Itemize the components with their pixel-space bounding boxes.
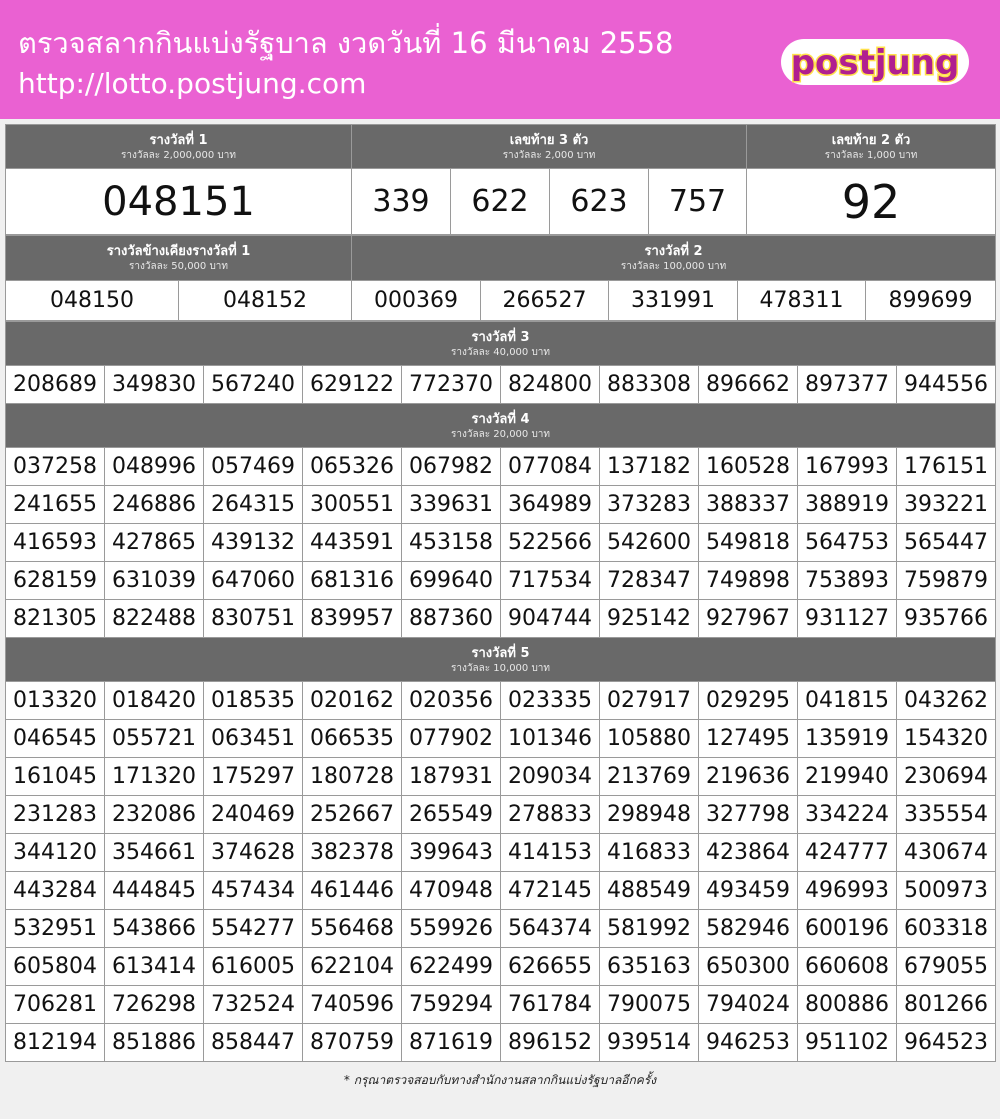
fifth-prize-number: 344120 — [6, 834, 105, 872]
fifth-prize-number: 732524 — [204, 986, 303, 1024]
fifth-prize-number: 532951 — [6, 910, 105, 948]
fifth-prize-number: 027917 — [600, 682, 699, 720]
fifth-prize-number: 457434 — [204, 872, 303, 910]
fifth-prize-number: 946253 — [699, 1024, 798, 1062]
fifth-prize-header: รางวัลที่ 5 รางวัลละ 10,000 บาท — [6, 638, 996, 682]
table-row — [6, 948, 996, 986]
fifth-prize-number: 616005 — [204, 948, 303, 986]
fifth-prize-number: 213769 — [600, 758, 699, 796]
fifth-prize-number: 759294 — [402, 986, 501, 1024]
fourth-prize-number: 565447 — [897, 524, 996, 562]
fourth-prize-number: 388337 — [699, 486, 798, 524]
fourth-prize-number: 048996 — [105, 448, 204, 486]
table-row — [6, 796, 996, 834]
fifth-prize-number: 334224 — [798, 796, 897, 834]
fourth-prize-header: รางวัลที่ 4 รางวัลละ 20,000 บาท — [6, 404, 996, 448]
table-row — [6, 910, 996, 948]
fifth-prize-number: 964523 — [897, 1024, 996, 1062]
fourth-prize-number: 388919 — [798, 486, 897, 524]
fifth-prize-number: 740596 — [303, 986, 402, 1024]
fifth-prize-number: 416833 — [600, 834, 699, 872]
page-title: ตรวจสลากกินแบ่งรัฐบาล งวดวันที่ 16 มีนาคม 2558 — [18, 26, 674, 60]
fourth-prize-number: 681316 — [303, 562, 402, 600]
fifth-prize-number: 327798 — [699, 796, 798, 834]
fourth-prize-number: 628159 — [6, 562, 105, 600]
fifth-prize-number: 209034 — [501, 758, 600, 796]
fourth-prize-number: 753893 — [798, 562, 897, 600]
fourth-prize-number: 439132 — [204, 524, 303, 562]
fifth-prize-number: 252667 — [303, 796, 402, 834]
last3-number: 757 — [649, 169, 747, 235]
fifth-prize-number: 374628 — [204, 834, 303, 872]
fifth-prize-number: 564374 — [501, 910, 600, 948]
fifth-prize-number: 101346 — [501, 720, 600, 758]
fifth-prize-number: 660608 — [798, 948, 897, 986]
table-row — [6, 834, 996, 872]
last3-number: 623 — [550, 169, 649, 235]
fifth-prize-number: 219940 — [798, 758, 897, 796]
svg-text:postjung: postjung — [790, 43, 960, 83]
fourth-prize-number: 759879 — [897, 562, 996, 600]
near-first-header: รางวัลข้างเคียงรางวัลที่ 1 รางวัลละ 50,000 บาท — [6, 236, 352, 281]
table-row — [6, 448, 996, 486]
fourth-prize-number: 037258 — [6, 448, 105, 486]
last2-number: 92 — [747, 169, 996, 235]
fourth-prize-number: 246886 — [105, 486, 204, 524]
table-row — [6, 486, 996, 524]
fifth-prize-number: 335554 — [897, 796, 996, 834]
fourth-prize-number: 522566 — [501, 524, 600, 562]
fourth-prize-number: 373283 — [600, 486, 699, 524]
fifth-prize-number: 635163 — [600, 948, 699, 986]
fourth-prize-number: 822488 — [105, 600, 204, 638]
third-prize-number: 772370 — [402, 366, 501, 404]
fourth-prize-number: 427865 — [105, 524, 204, 562]
fifth-prize-number: 679055 — [897, 948, 996, 986]
fifth-prize-number: 018535 — [204, 682, 303, 720]
footnote: * กรุณาตรวจสอบกับทางสำนักงานสลากกินแบ่งรัฐบาลอีกครั้ง — [343, 1073, 657, 1087]
fifth-prize-number: 430674 — [897, 834, 996, 872]
fifth-prize-number: 354661 — [105, 834, 204, 872]
fourth-prize-number: 393221 — [897, 486, 996, 524]
fifth-prize-number: 801266 — [897, 986, 996, 1024]
fourth-prize-number: 339631 — [402, 486, 501, 524]
fourth-prize-number: 057469 — [204, 448, 303, 486]
fifth-prize-number: 231283 — [6, 796, 105, 834]
fourth-prize-number: 137182 — [600, 448, 699, 486]
table-row — [6, 562, 996, 600]
fifth-prize-number: 554277 — [204, 910, 303, 948]
fifth-prize-number: 230694 — [897, 758, 996, 796]
fifth-prize-number: 543866 — [105, 910, 204, 948]
fifth-prize-number: 812194 — [6, 1024, 105, 1062]
fifth-prize-number: 794024 — [699, 986, 798, 1024]
third-prize-number: 567240 — [204, 366, 303, 404]
table-row — [6, 600, 996, 638]
fourth-prize-number: 542600 — [600, 524, 699, 562]
fifth-prize-number: 470948 — [402, 872, 501, 910]
fourth-prize-number: 549818 — [699, 524, 798, 562]
fourth-prize-number: 887360 — [402, 600, 501, 638]
fifth-prize-number: 018420 — [105, 682, 204, 720]
fifth-prize-number: 896152 — [501, 1024, 600, 1062]
fourth-prize-number: 416593 — [6, 524, 105, 562]
fifth-prize-number: 871619 — [402, 1024, 501, 1062]
third-prize-number: 208689 — [6, 366, 105, 404]
fifth-prize-number: 029295 — [699, 682, 798, 720]
fifth-prize-number: 496993 — [798, 872, 897, 910]
fifth-prize-number: 043262 — [897, 682, 996, 720]
fifth-prize-number: 161045 — [6, 758, 105, 796]
fifth-prize-number: 020162 — [303, 682, 402, 720]
fifth-prize-number: 650300 — [699, 948, 798, 986]
fourth-prize-number: 647060 — [204, 562, 303, 600]
fourth-prize-number: 931127 — [798, 600, 897, 638]
fifth-prize-number: 500973 — [897, 872, 996, 910]
fifth-prize-number: 461446 — [303, 872, 402, 910]
fifth-prize-number: 180728 — [303, 758, 402, 796]
fourth-prize-number: 935766 — [897, 600, 996, 638]
fifth-prize-number: 020356 — [402, 682, 501, 720]
top-prizes-table — [5, 124, 996, 235]
last2-header: เลขท้าย 2 ตัว รางวัลละ 1,000 บาท — [747, 125, 996, 169]
fourth-prize-number: 443591 — [303, 524, 402, 562]
fifth-prize-number: 063451 — [204, 720, 303, 758]
lottery-results-board — [5, 124, 995, 1062]
second-prize-number: 331991 — [609, 281, 738, 321]
third-prize-number: 629122 — [303, 366, 402, 404]
fifth-prize-number: 219636 — [699, 758, 798, 796]
fifth-prize-number: 951102 — [798, 1024, 897, 1062]
fifth-prize-number: 939514 — [600, 1024, 699, 1062]
third-prize-header: รางวัลที่ 3 รางวัลละ 40,000 บาท — [6, 322, 996, 366]
table-row — [6, 524, 996, 562]
fifth-prize-number: 726298 — [105, 986, 204, 1024]
table-row — [6, 682, 996, 720]
fifth-prize-number: 175297 — [204, 758, 303, 796]
third-prize-number: 896662 — [699, 366, 798, 404]
fourth-prize-number: 717534 — [501, 562, 600, 600]
fourth-prize-number: 927967 — [699, 600, 798, 638]
fourth-prize-number: 241655 — [6, 486, 105, 524]
fifth-prize-number: 581992 — [600, 910, 699, 948]
fifth-prize-number: 613414 — [105, 948, 204, 986]
fifth-prize-number: 055721 — [105, 720, 204, 758]
site-url[interactable]: http://lotto.postjung.com — [18, 67, 367, 100]
fourth-prize-number: 160528 — [699, 448, 798, 486]
fifth-prize-number: 603318 — [897, 910, 996, 948]
fourth-prize-number: 728347 — [600, 562, 699, 600]
fourth-prize-number: 925142 — [600, 600, 699, 638]
table-row — [6, 758, 996, 796]
fifth-prize-number: 135919 — [798, 720, 897, 758]
table-row — [6, 986, 996, 1024]
fifth-prize-number: 023335 — [501, 682, 600, 720]
fifth-prize-number: 265549 — [402, 796, 501, 834]
fourth-prize-number: 264315 — [204, 486, 303, 524]
fifth-prize-number: 041815 — [798, 682, 897, 720]
first-prize-header: รางวัลที่ 1 รางวัลละ 2,000,000 บาท — [6, 125, 352, 169]
fifth-prize-number: 870759 — [303, 1024, 402, 1062]
fifth-prize-number: 171320 — [105, 758, 204, 796]
table-row — [6, 366, 996, 404]
fifth-prize-number: 444845 — [105, 872, 204, 910]
near-first-number: 048152 — [179, 281, 352, 321]
fourth-prize-number: 821305 — [6, 600, 105, 638]
fifth-prize-number: 605804 — [6, 948, 105, 986]
fifth-prize-number: 559926 — [402, 910, 501, 948]
fourth-prize-number: 564753 — [798, 524, 897, 562]
table-row — [6, 1024, 996, 1062]
near-second-table — [5, 235, 996, 321]
fifth-prize-number: 013320 — [6, 682, 105, 720]
fourth-prize-number: 839957 — [303, 600, 402, 638]
fifth-prize-number: 066535 — [303, 720, 402, 758]
last3-header: เลขท้าย 3 ตัว รางวัลละ 2,000 บาท — [352, 125, 747, 169]
table-row — [6, 720, 996, 758]
second-prize-number: 899699 — [866, 281, 996, 321]
fourth-prize-number: 904744 — [501, 600, 600, 638]
fifth-prize-number: 127495 — [699, 720, 798, 758]
fifth-prize-number: 443284 — [6, 872, 105, 910]
fifth-prize-number: 622104 — [303, 948, 402, 986]
fourth-prize-number: 300551 — [303, 486, 402, 524]
fifth-prize-number: 600196 — [798, 910, 897, 948]
page-header — [0, 0, 1000, 119]
last3-number: 339 — [352, 169, 451, 235]
fifth-prize-number: 800886 — [798, 986, 897, 1024]
fifth-prize-number: 046545 — [6, 720, 105, 758]
fifth-prize-number: 626655 — [501, 948, 600, 986]
second-prize-number: 000369 — [352, 281, 481, 321]
fifth-prize-number: 582946 — [699, 910, 798, 948]
second-prize-number: 266527 — [481, 281, 609, 321]
fourth-prize-number: 830751 — [204, 600, 303, 638]
fifth-prize-number: 851886 — [105, 1024, 204, 1062]
fifth-prize-number: 423864 — [699, 834, 798, 872]
fourth-prize-number: 067982 — [402, 448, 501, 486]
fifth-prize-number: 414153 — [501, 834, 600, 872]
fifth-prize-number: 298948 — [600, 796, 699, 834]
third-prize-number: 944556 — [897, 366, 996, 404]
fifth-prize-number: 154320 — [897, 720, 996, 758]
fifth-prize-number: 761784 — [501, 986, 600, 1024]
second-prize-header: รางวัลที่ 2 รางวัลละ 100,000 บาท — [352, 236, 996, 281]
table-row — [6, 872, 996, 910]
fourth-prize-number: 176151 — [897, 448, 996, 486]
fourth-prize-number: 453158 — [402, 524, 501, 562]
fifth-prize-number: 232086 — [105, 796, 204, 834]
fourth-prize-number: 077084 — [501, 448, 600, 486]
fourth-prize-number: 065326 — [303, 448, 402, 486]
postjung-logo[interactable] — [778, 36, 972, 88]
fourth-prize-number: 699640 — [402, 562, 501, 600]
near-first-number: 048150 — [6, 281, 179, 321]
fifth-prize-number: 488549 — [600, 872, 699, 910]
fifth-prize-number: 472145 — [501, 872, 600, 910]
fifth-prize-number: 622499 — [402, 948, 501, 986]
fourth-prize-number: 364989 — [501, 486, 600, 524]
third-prize-number: 883308 — [600, 366, 699, 404]
third-prize-number: 824800 — [501, 366, 600, 404]
fifth-prize-number: 399643 — [402, 834, 501, 872]
first-prize-number: 048151 — [6, 169, 352, 235]
fifth-prize-number: 105880 — [600, 720, 699, 758]
fifth-prize-number: 077902 — [402, 720, 501, 758]
fifth-prize-number: 240469 — [204, 796, 303, 834]
fifth-prize-number: 790075 — [600, 986, 699, 1024]
fifth-prize-number: 278833 — [501, 796, 600, 834]
third-prize-number: 349830 — [105, 366, 204, 404]
last3-number: 622 — [451, 169, 550, 235]
second-prize-number: 478311 — [738, 281, 866, 321]
fifth-prize-number: 556468 — [303, 910, 402, 948]
prize-grid-table — [5, 321, 996, 1062]
fourth-prize-number: 631039 — [105, 562, 204, 600]
fourth-prize-number: 749898 — [699, 562, 798, 600]
fifth-prize-number: 493459 — [699, 872, 798, 910]
fourth-prize-number: 167993 — [798, 448, 897, 486]
fifth-prize-number: 706281 — [6, 986, 105, 1024]
fifth-prize-number: 382378 — [303, 834, 402, 872]
fifth-prize-number: 187931 — [402, 758, 501, 796]
third-prize-number: 897377 — [798, 366, 897, 404]
fifth-prize-number: 858447 — [204, 1024, 303, 1062]
fifth-prize-number: 424777 — [798, 834, 897, 872]
